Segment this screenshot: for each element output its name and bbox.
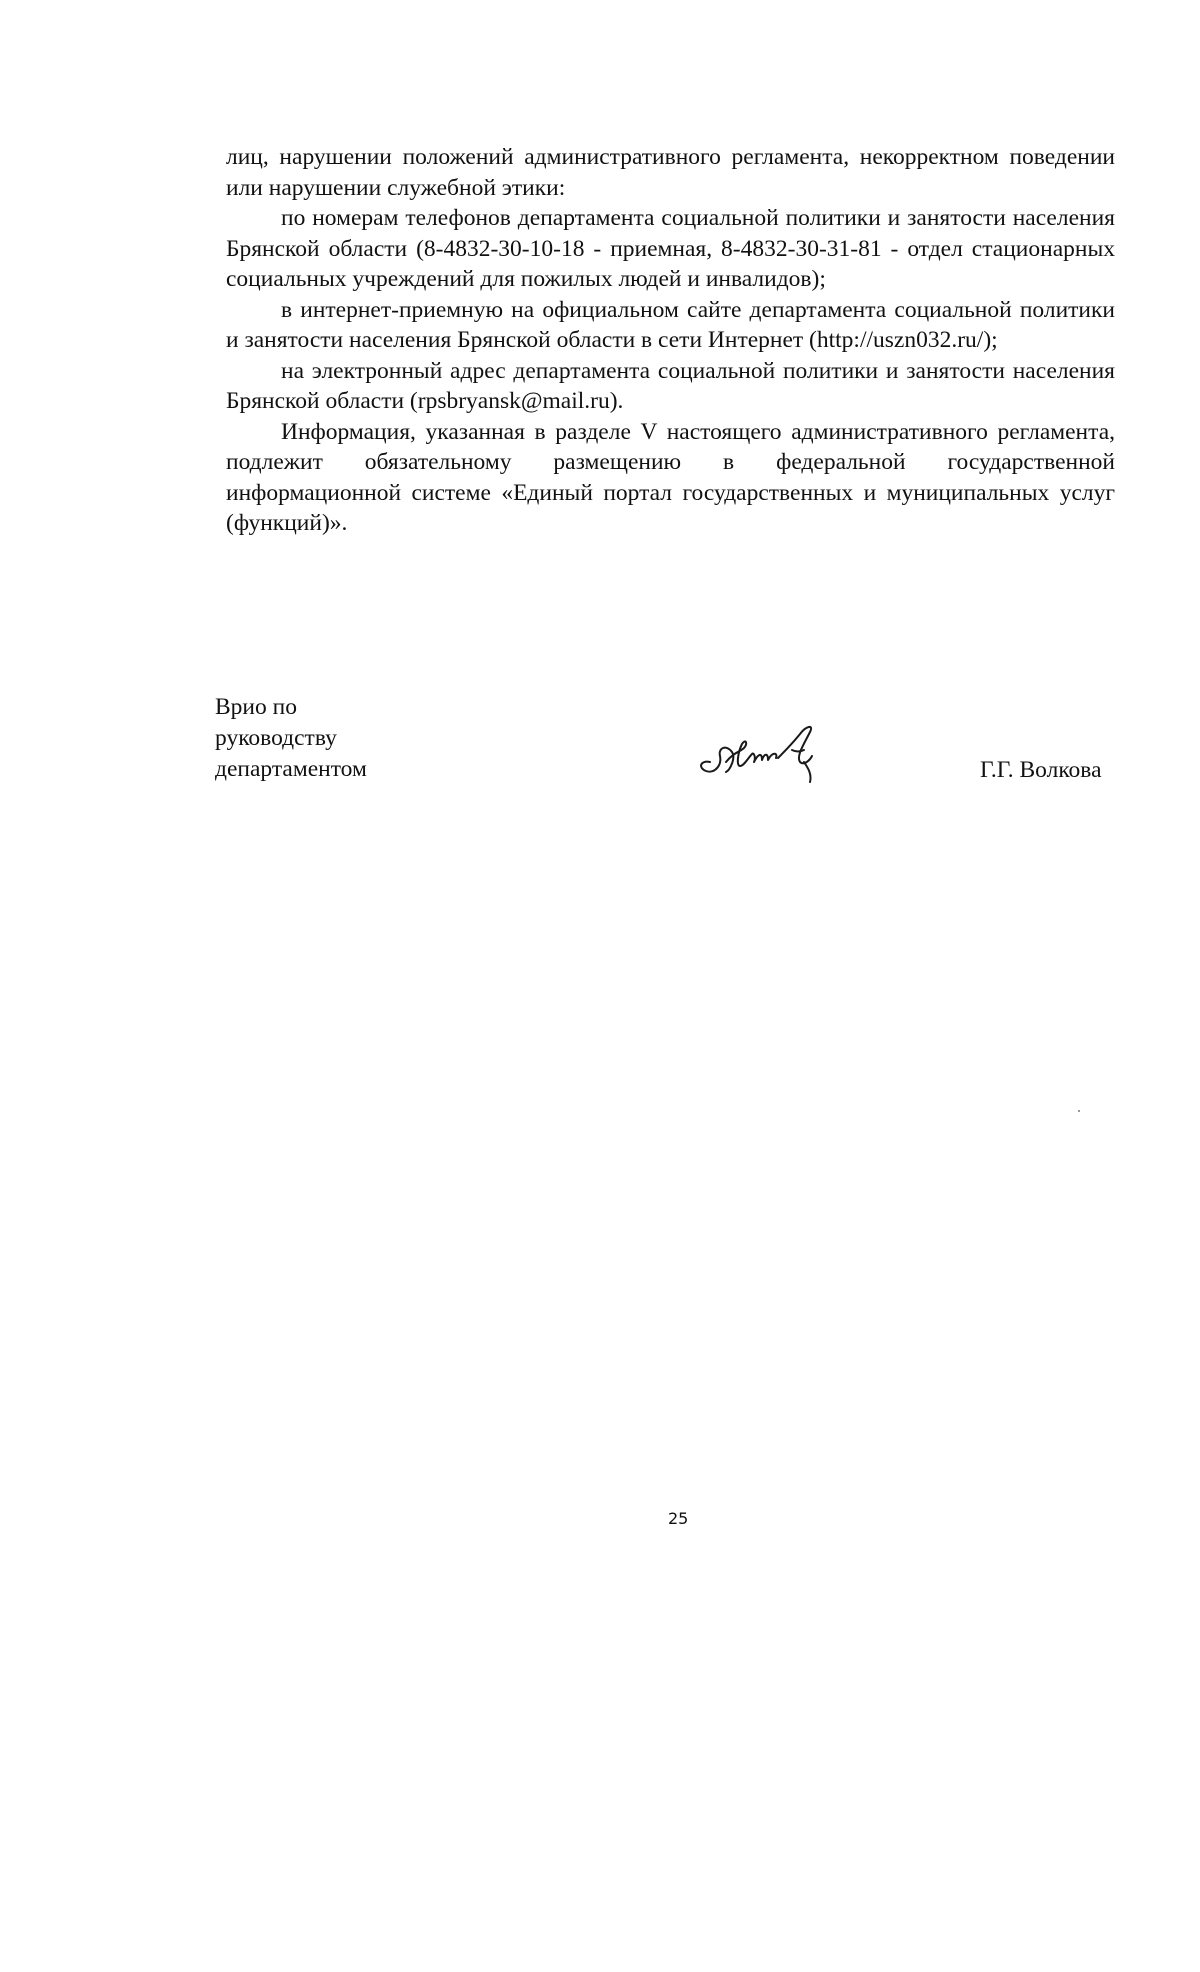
- signatory-title: [215, 692, 367, 785]
- signature-block: [0, 0, 1200, 820]
- paragraph-continuation: лиц, нарушении положений административного регламента, некорректном поведении или нарушении служебной этики:: [226, 144, 1115, 201]
- paragraph-information-placement: Информация, указанная в разделе V настоящего административного регламента, подлежит обязательному размещению в федеральной государственной информационной системе «Единый портал государственных и муниципальных услуг (функций)».: [226, 418, 1115, 536]
- signatory-title-line: департаментом: [215, 756, 367, 782]
- handwritten-signature: [696, 722, 831, 788]
- signatory-title-line: руководству: [215, 725, 337, 751]
- signatory-title-line: Врио по: [215, 694, 297, 720]
- signatory-name: Г.Г. Волкова: [980, 757, 1102, 783]
- scan-speck: [1078, 1110, 1080, 1112]
- paragraph-email-address: на электронный адрес департамента социальной политики и занятости населения Брянской области (rpsbryansk@mail.ru).: [226, 357, 1115, 414]
- page-number: 25: [668, 1509, 689, 1528]
- paragraph-internet-reception: в интернет-приемную на официальном сайте департамента социальной политики и занятости населения Брянской области в сети Интернет (http://uszn032.ru/);: [226, 296, 1115, 353]
- paragraph-phone-contacts: по номерам телефонов департамента социальной политики и занятости населения Брянской области (8-4832-30-10-18 - приемная, 8-4832-30-31-81 - отдел стационарных социальных учреждений для пожилых людей и инвалидов);: [226, 205, 1115, 292]
